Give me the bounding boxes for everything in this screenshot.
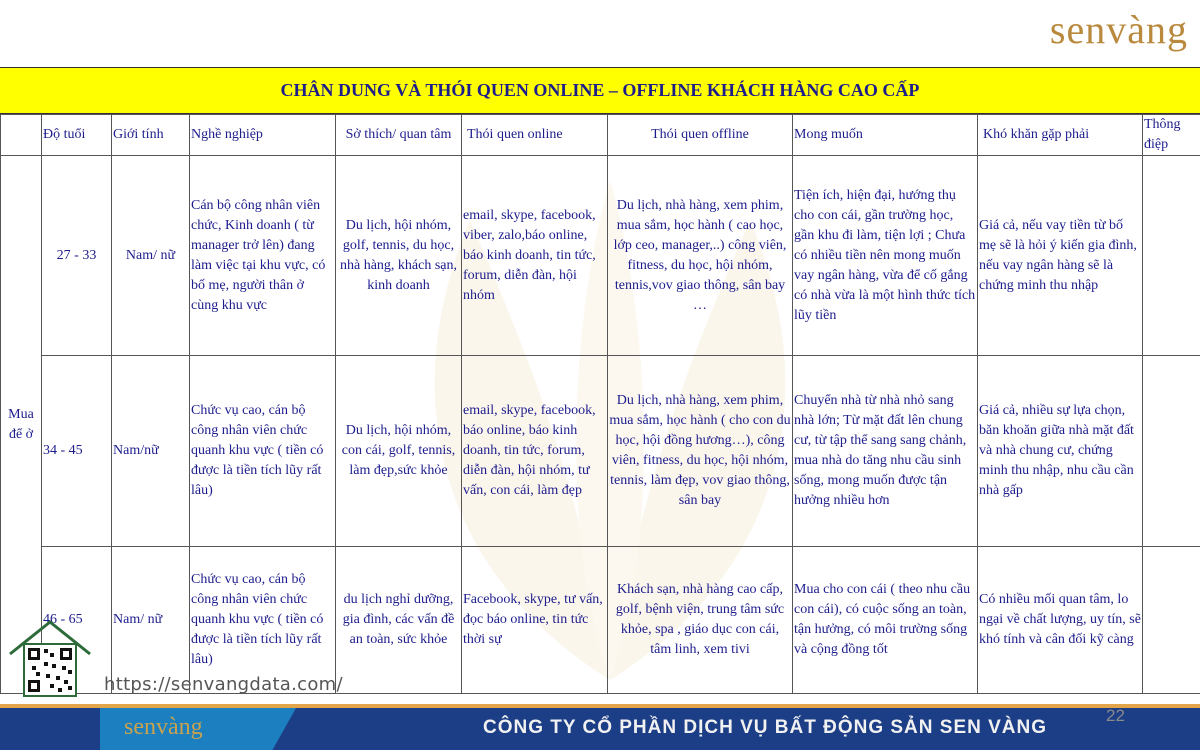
header-difficulty: Khó khăn gặp phải bbox=[978, 115, 1143, 156]
age-cell: 46 - 65 bbox=[42, 547, 112, 694]
hobby-cell: Du lịch, hội nhóm, con cái, golf, tennis, làm đẹp,sức khỏe bbox=[336, 356, 462, 547]
header-message: Thông điệp bbox=[1143, 115, 1200, 156]
header-job: Nghề nghiệp bbox=[190, 115, 336, 156]
offline-cell: Du lịch, nhà hàng, xem phim, mua sắm, học hành ( cao học, lớp ceo, manager,..) công viên, fitness, du học, hội nhóm, tennis,vov giao thông, sân bay … bbox=[608, 156, 793, 356]
message-cell bbox=[1143, 156, 1200, 356]
header-gender: Giới tính bbox=[112, 115, 190, 156]
wish-cell: Mua cho con cái ( theo nhu cầu con cái), có cuộc sống an toàn, tận hưởng, có môi trường sống và cộng đồng tốt bbox=[793, 547, 978, 694]
header-category bbox=[1, 115, 42, 156]
online-cell: email, skype, facebook, báo online, báo kinh doanh, tin tức, forum, diễn đàn, hội nhóm, tư vấn, con cái, làm đẹp bbox=[462, 356, 608, 547]
age-cell: 34 - 45 bbox=[42, 356, 112, 547]
persona-table bbox=[0, 114, 1200, 694]
table-row bbox=[1, 547, 1200, 694]
age-cell: 27 - 33 bbox=[42, 156, 112, 356]
brand-logo: senvàng bbox=[1049, 7, 1188, 52]
difficulty-cell: Có nhiều mối quan tâm, lo ngại về chất lượng, uy tín, sẽ khó tính và cân đối kỹ càng bbox=[978, 547, 1143, 694]
gender-cell: Nam/ nữ bbox=[112, 547, 190, 694]
difficulty-cell: Giá cả, nếu vay tiền từ bố mẹ sẽ là hỏi ý kiến gia đình, nếu vay ngân hàng sẽ là chứng minh thu nhập bbox=[978, 156, 1143, 356]
header-hobby: Sở thích/ quan tâm bbox=[336, 115, 462, 156]
header-online: Thói quen online bbox=[462, 115, 608, 156]
message-cell bbox=[1143, 356, 1200, 547]
page-number: 22 bbox=[1106, 706, 1125, 725]
title-bar bbox=[0, 67, 1200, 114]
online-cell: email, skype, facebook, viber, zalo,báo online, báo kinh doanh, tin tức, forum, diễn đàn, hội nhóm bbox=[462, 156, 608, 356]
website-link[interactable]: https://senvangdata.com/ bbox=[104, 674, 343, 695]
offline-cell: Khách sạn, nhà hàng cao cấp, golf, bệnh viện, trung tâm sức khỏe, spa , giáo dục con cái, tâm linh, xem tivi bbox=[608, 547, 793, 694]
footer-logo: senvàng bbox=[124, 714, 203, 740]
offline-cell: Du lịch, nhà hàng, xem phim, mua sắm, học hành ( cho con du học, hội đồng hương…), công viên, fitness, du học, hội nhóm, tennis, làm đẹp, vov giao thông, sân bay bbox=[608, 356, 793, 547]
header-wish: Mong muốn bbox=[793, 115, 978, 156]
header-age: Độ tuổi bbox=[42, 115, 112, 156]
hobby-cell: du lịch nghỉ dưỡng, gia đình, các vấn đề an toàn, sức khỏe bbox=[336, 547, 462, 694]
header-offline: Thói quen offline bbox=[608, 115, 793, 156]
page-title: CHÂN DUNG VÀ THÓI QUEN ONLINE – OFFLINE KHÁCH HÀNG CAO CẤP bbox=[280, 80, 920, 100]
hobby-cell: Du lịch, hội nhóm, golf, tennis, du học, nhà hàng, khách sạn, kinh doanh bbox=[336, 156, 462, 356]
difficulty-cell: Giá cả, nhiều sự lựa chọn, băn khoăn giữa nhà mặt đất và nhà chung cư, chứng minh thu nhập, nhu cầu cần nhà gấp bbox=[978, 356, 1143, 547]
table-row bbox=[1, 356, 1200, 547]
category-cell: Mua để ở bbox=[1, 156, 42, 694]
qr-code[interactable] bbox=[6, 618, 94, 700]
qr-code-icon bbox=[6, 618, 94, 700]
online-cell: Facebook, skype, tư vấn, đọc báo online, tin tức thời sự bbox=[462, 547, 608, 694]
job-cell: Chức vụ cao, cán bộ công nhân viên chức quanh khu vực ( tiền có được là tiền tích lũy rất lâu) bbox=[190, 547, 336, 694]
message-cell bbox=[1143, 547, 1200, 694]
wish-cell: Tiện ích, hiện đại, hướng thụ cho con cái, gần trường học, gần khu đi làm, tiện lợi ; Chưa có nhiều tiền nên mong muốn vay ngân hàng, vừa để cố gắng có nhà vừa là một hình thức tích lũy tiền bbox=[793, 156, 978, 356]
table-row bbox=[1, 156, 1200, 356]
table-header-row bbox=[1, 115, 1200, 156]
job-cell: Cán bộ công nhân viên chức, Kinh doanh ( từ manager trở lên) đang làm việc tại khu vực, có bố mẹ, người thân ở cùng khu vực bbox=[190, 156, 336, 356]
footer-bar bbox=[0, 708, 1200, 750]
gender-cell: Nam/nữ bbox=[112, 356, 190, 547]
company-name: CÔNG TY CỔ PHẦN DỊCH VỤ BẤT ĐỘNG SẢN SEN VÀNG bbox=[482, 717, 1048, 738]
wish-cell: Chuyển nhà từ nhà nhỏ sang nhà lớn; Từ mặt đất lên chung cư, từ tập thể sang sang chảnh, mua nhà do tăng nhu cầu sinh sống, mong muốn được tận hưởng nhiều hơn bbox=[793, 356, 978, 547]
job-cell: Chức vụ cao, cán bộ công nhân viên chức quanh khu vực ( tiền có được là tiền tích lũy rất lâu) bbox=[190, 356, 336, 547]
gender-cell: Nam/ nữ bbox=[112, 156, 190, 356]
